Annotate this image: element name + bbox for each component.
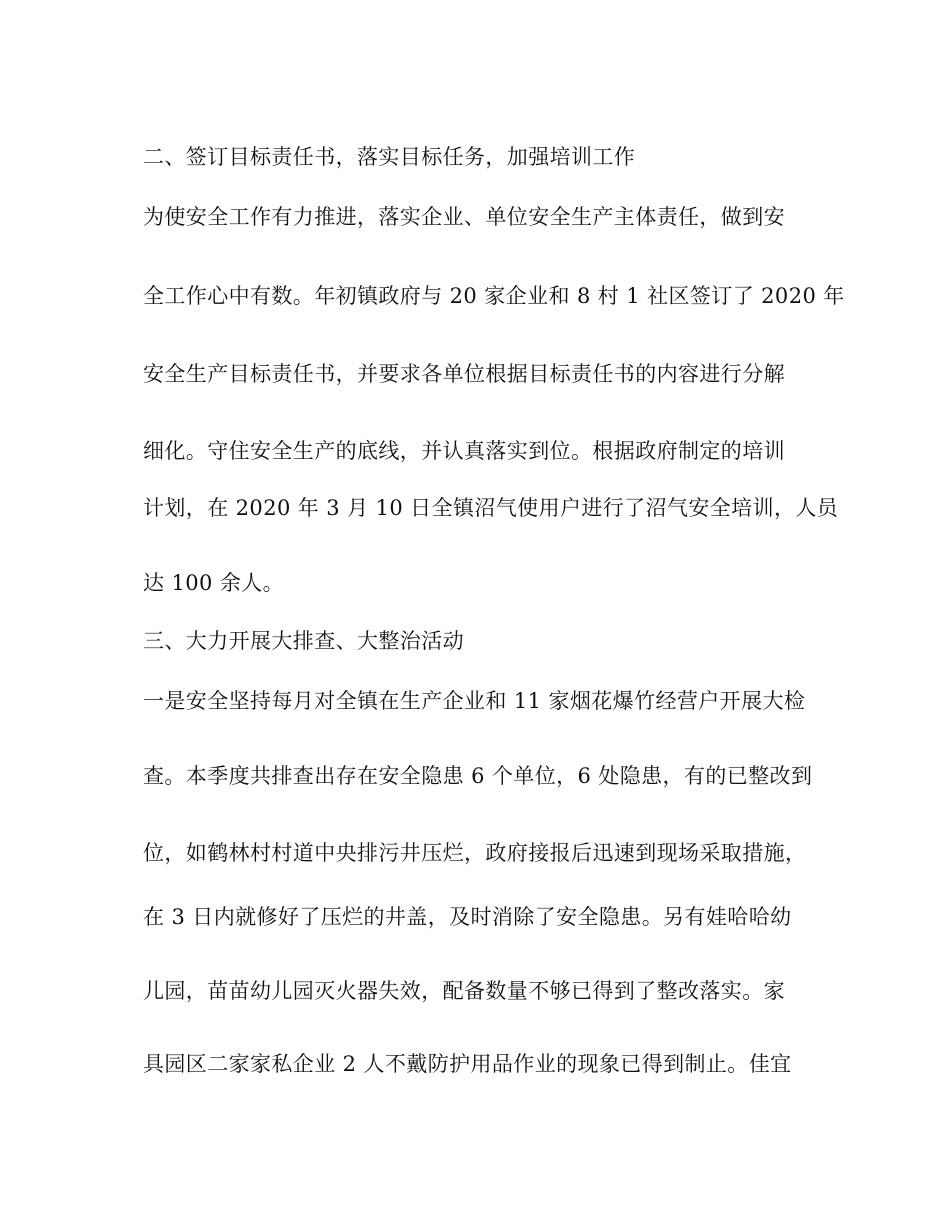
paragraph-line: 安全生产目标责任书，并要求各单位根据目标责任书的内容进行分解 [143,362,785,386]
paragraph-line: 一是安全坚持每月对全镇在生产企业和 11 家烟花爆竹经营户开展大检 [143,689,806,713]
paragraph-line: 达 100 余人。 [143,571,285,595]
paragraph-line: 全工作心中有数。年初镇政府与 20 家企业和 8 村 1 社区签订了 2020 年 [143,284,845,308]
paragraph-line: 查。本季度共排查出存在安全隐患 6 个单位，6 处隐患，有的已整改到 [143,764,813,788]
section-heading-2: 二、签订目标责任书，落实目标任务，加强培训工作 [143,145,636,169]
paragraph-line: 儿园，苗苗幼儿园灭火器失效，配备数量不够已得到了整改落实。家 [143,979,785,1003]
paragraph-line: 为使安全工作有力推进，落实企业、单位安全生产主体责任，做到安 [143,205,785,229]
paragraph-line: 细化。守住安全生产的底线，并认真落实到位。根据政府制定的培训 [143,439,785,463]
section-heading-3: 三、大力开展大排查、大整治活动 [143,629,464,653]
paragraph-line: 具园区二家家私企业 2 人不戴防护用品作业的现象已得到制止。佳宜 [143,1052,792,1076]
paragraph-line: 在 3 日内就修好了压烂的井盖，及时消除了安全隐患。另有娃哈哈幼 [143,905,792,929]
paragraph-line: 位，如鹤林村村道中央排污井压烂，政府接报后迅速到现场采取措施， [143,841,807,865]
paragraph-line: 计划，在 2020 年 3 月 10 日全镇沼气使用户进行了沼气安全培训，人员 [143,496,839,520]
